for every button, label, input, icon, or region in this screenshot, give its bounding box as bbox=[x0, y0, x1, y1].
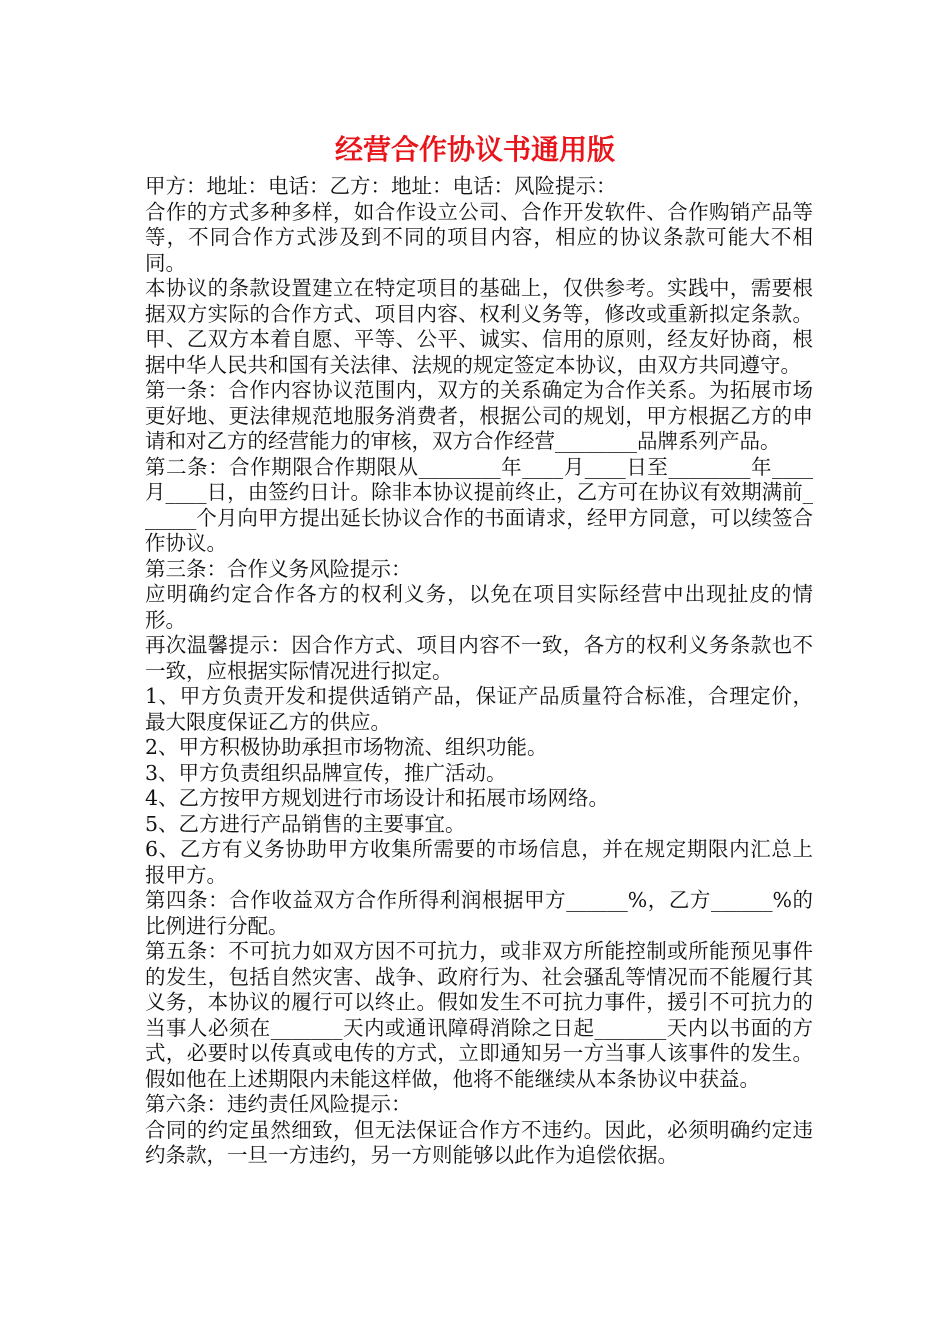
paragraph-article-5: 第五条：不可抗力如双方因不可抗力，或非双方所能控制或所能预见事件的发生，包括自然灾害、战争、政府行为、社会骚乱等情况而不能履行其义务，本协议的履行可以终止。假如发生不可抗力事件，援引不可抗力的当事人必须在_______天内或通讯障碍消除之日起_______天内以书面的方式，必要时以传真或电传的方式，立即通知另一方当事人该事件的发生。假如他在上述期限内未能这样做，他将不能继续从本条协议中获益。 bbox=[145, 939, 813, 1091]
list-item-4: 4、乙方按甲方规划进行市场设计和拓展市场网络。 bbox=[145, 786, 610, 810]
paragraph-article-6-note: 合同的约定虽然细致，但无法保证合作方不违约。因此，必须明确约定违约条款，一旦一方违约，另一方则能够以此作为追偿依据。 bbox=[145, 1117, 813, 1167]
paragraph-intro-1: 合作的方式多种多样，如合作设立公司、合作开发软件、合作购销产品等等，不同合作方式涉及到不同的项目内容，相应的协议条款可能大不相同。 bbox=[145, 199, 813, 275]
list-item-2: 2、甲方积极协助承担市场物流、组织功能。 bbox=[145, 735, 548, 759]
document-body bbox=[145, 174, 813, 1169]
paragraph-article-3-heading: 第三条：合作义务风险提示： bbox=[145, 556, 412, 581]
paragraph-parties: 甲方：地址：电话：乙方：地址：电话：风险提示： bbox=[145, 174, 617, 198]
paragraph-article-6-heading: 第六条：违约责任风险提示： bbox=[145, 1092, 412, 1116]
paragraph-article-2: 第二条：合作期限合作期限从________年____月____日至________年____月____日，由签约日计。除非本协议提前终止，乙方可在协议有效期满前______个月向甲方提出延长协议合作的书面请求，经甲方同意，可以续签合作协议。 bbox=[145, 454, 813, 555]
list-item-6: 6、乙方有义务协助甲方收集所需要的市场信息，并在规定期限内汇总上报甲方。 bbox=[145, 837, 813, 887]
list-item-1: 1、甲方负责开发和提供适销产品，保证产品质量符合标准，合理定价，最大限度保证乙方的供应。 bbox=[145, 684, 813, 734]
paragraph-article-3-reminder: 再次温馨提示：因合作方式、项目内容不一致，各方的权利义务条款也不一致，应根据实际情况进行拟定。 bbox=[145, 633, 813, 683]
paragraph-article-4: 第四条：合作收益双方合作所得利润根据甲方______%，乙方______%的比例进行分配。 bbox=[145, 888, 813, 938]
paragraph-article-1: 第一条：合作内容协议范围内，双方的关系确定为合作关系。为拓展市场更好地、更法律规范地服务消费者，根据公司的规划，甲方根据乙方的申请和对乙方的经营能力的审核，双方合作经营________品牌系列产品。 bbox=[145, 378, 813, 453]
document-title: 经营合作协议书通用版 bbox=[334, 133, 615, 166]
paragraph-article-3-note: 应明确约定合作各方的权利义务，以免在项目实际经营中出现扯皮的情形。 bbox=[145, 582, 813, 632]
list-item-3: 3、甲方负责组织品牌宣传，推广活动。 bbox=[145, 760, 507, 785]
list-item-5: 5、乙方进行产品销售的主要事宜。 bbox=[145, 811, 466, 836]
paragraph-intro-2: 本协议的条款设置建立在特定项目的基础上，仅供参考。实践中，需要根据双方实际的合作方式、项目内容、权利义务等，修改或重新拟定条款。 甲、乙双方本着自愿、平等、公平、诚实、信用的原则，经友好协商，根据中华人民共和国有关法律、法规的规定签定本协议，由双方共同遵守。 bbox=[145, 276, 813, 377]
